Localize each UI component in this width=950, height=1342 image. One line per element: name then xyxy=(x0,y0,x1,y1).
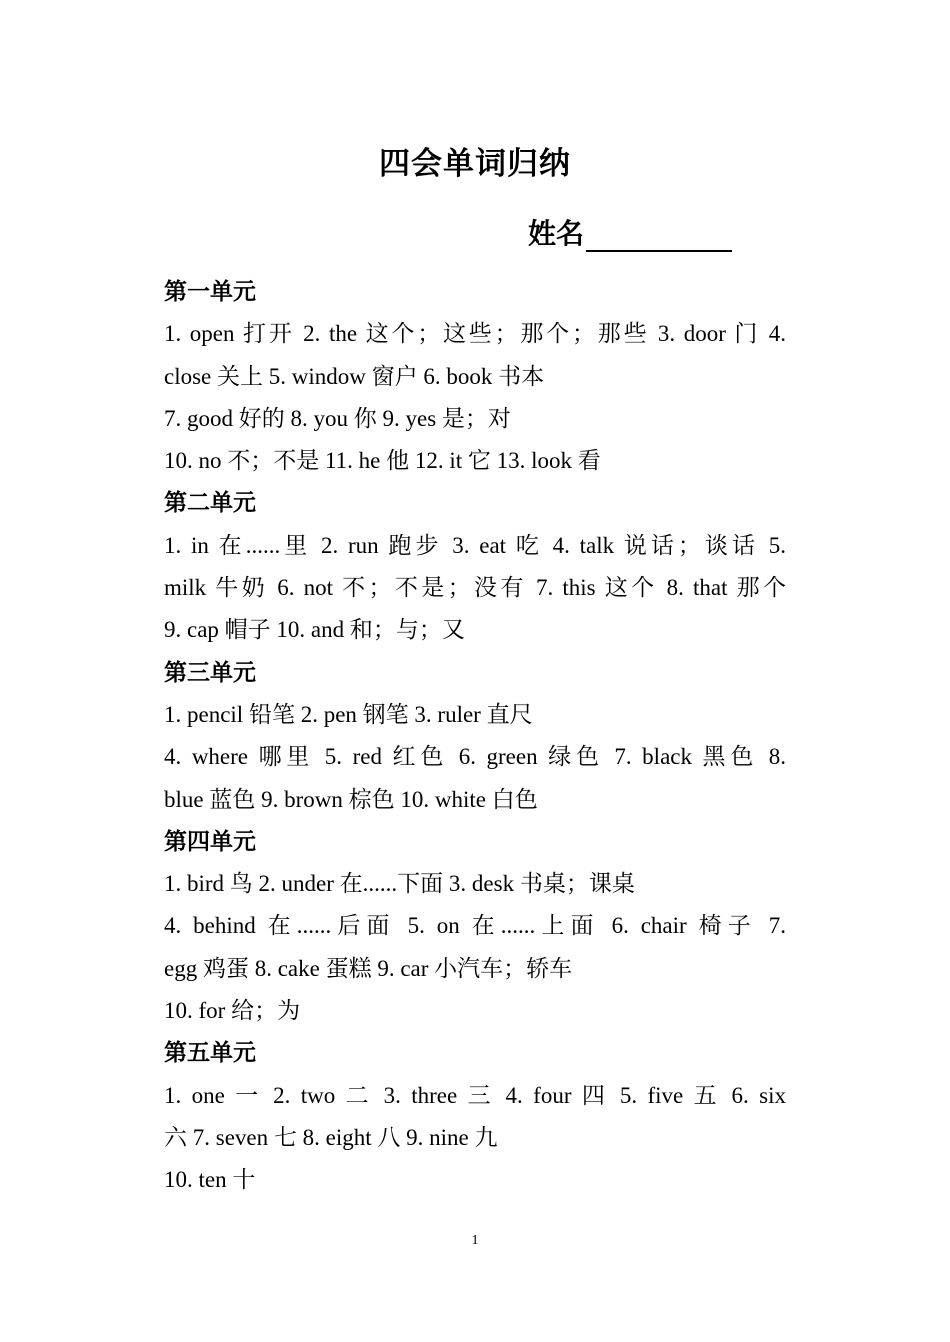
vocab-line: close 关上 5. window 窗户 6. book 书本 xyxy=(164,363,545,389)
name-field xyxy=(528,212,732,252)
vocab-line: 1. one 一 2. two 二 3. three 三 4. four 四 5. five 五 6. six xyxy=(164,1082,786,1108)
unit-1 xyxy=(164,271,786,482)
vocab-line: milk 牛奶 6. not 不；不是；没有 7. this 这个 8. that 那个 xyxy=(164,575,786,601)
vocab-line: 1. in 在......里 2. run 跑步 3. eat 吃 4. talk 说话；谈话 5. xyxy=(164,532,786,558)
page-number: 1 xyxy=(471,1233,479,1248)
unit-4 xyxy=(164,821,786,1032)
unit-5 xyxy=(164,1032,786,1201)
vocab-line: 10. for 给；为 xyxy=(164,998,301,1024)
name-blank-line xyxy=(586,220,732,252)
vocab-line: 4. behind 在......后面 5. on 在......上面 6. chair 椅子 7. xyxy=(164,913,786,939)
vocab-line: 1. pencil 铅笔 2. pen 钢笔 3. ruler 直尺 xyxy=(164,701,533,727)
unit-heading: 第三单元 xyxy=(164,659,256,685)
unit-3 xyxy=(164,652,786,821)
vocab-line: 4. where 哪里 5. red 红色 6. green 绿色 7. black 黑色 8. xyxy=(164,744,786,770)
unit-heading: 第一单元 xyxy=(164,279,256,304)
vocab-line: 六 7. seven 七 8. eight 八 9. nine 九 xyxy=(164,1124,498,1150)
unit-2 xyxy=(164,482,786,651)
unit-heading: 第二单元 xyxy=(164,490,256,516)
vocab-line: 9. cap 帽子 10. and 和；与；又 xyxy=(164,617,465,643)
vocab-line: 7. good 好的 8. you 你 9. yes 是；对 xyxy=(164,405,511,431)
vocab-line: 10. ten 十 xyxy=(164,1167,256,1193)
unit-heading: 第五单元 xyxy=(164,1040,256,1066)
name-label: 姓名 xyxy=(528,219,585,250)
vocab-line: egg 鸡蛋 8. cake 蛋糕 9. car 小汽车；轿车 xyxy=(164,955,573,981)
vocabulary-list xyxy=(164,271,786,1202)
vocab-line: 1. open 打开 2. the 这个；这些；那个；那些 3. door 门 4. xyxy=(164,321,786,347)
vocab-line: 1. bird 鸟 2. under 在......下面 3. desk 书桌；课桌 xyxy=(164,871,635,897)
vocab-line: 10. no 不；不是 11. he 他 12. it 它 13. look 看 xyxy=(164,448,601,474)
vocab-line: blue 蓝色 9. brown 棕色 10. white 白色 xyxy=(164,786,538,812)
page-title: 四会单词归纳 xyxy=(379,146,571,181)
unit-heading: 第四单元 xyxy=(164,828,256,854)
